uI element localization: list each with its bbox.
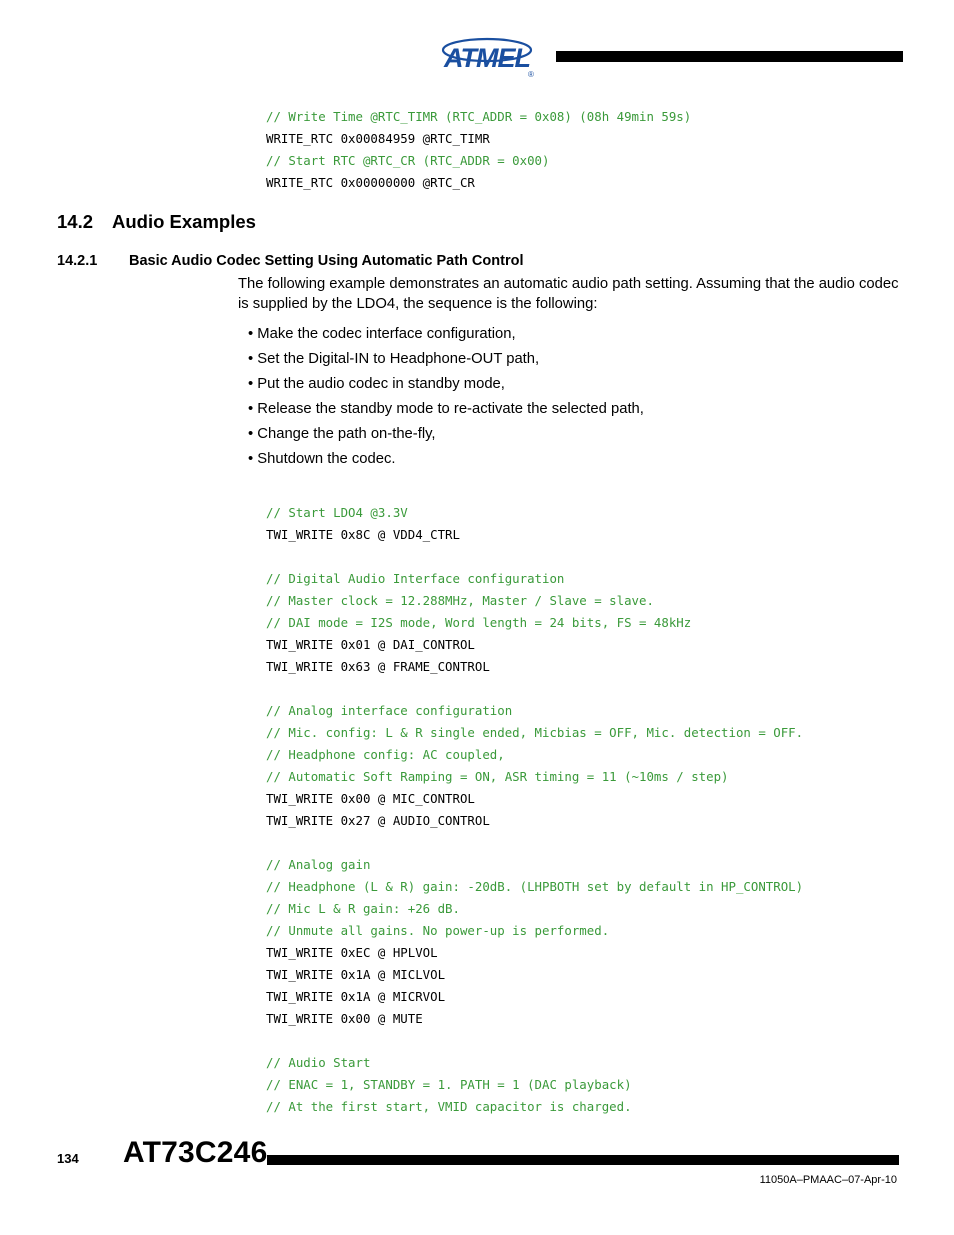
intro-paragraph: The following example demonstrates an automatic audio path setting. Assuming that the audio codec is supplied by the LDO4, the sequence is the following: [238,276,899,312]
code-statement-line: WRITE_RTC 0x00000000 @RTC_CR [266,175,475,190]
code-comment-line: // Audio Start [266,1055,371,1070]
code-statement-line: TWI_WRITE 0x63 @ FRAME_CONTROL [266,659,490,674]
code-statement-line: TWI_WRITE 0x00 @ MIC_CONTROL [266,791,475,806]
list-item-text: Set the Digital-IN to Headphone-OUT path, [257,351,540,367]
code-comment-line: // Digital Audio Interface configuration [266,571,565,586]
code-statement-line: TWI_WRITE 0x00 @ MUTE [266,1011,423,1026]
list-item [248,372,644,397]
code-statement-line: TWI_WRITE 0x01 @ DAI_CONTROL [266,637,475,652]
svg-text:®: ® [528,70,534,79]
list-item-text: Release the standby mode to re-activate the selected path, [257,401,644,417]
bullet-icon: • [248,451,258,467]
code-blank-line [266,832,803,854]
code-comment-line: // Write Time @RTC_TIMR (RTC_ADDR = 0x08) (08h 49min 59s) [266,109,692,124]
code-blank-line [266,546,803,568]
section-number: 14.2 [57,211,94,232]
document-reference: 11050A–PMAAC–07-Apr-10 [759,1174,897,1186]
sequence-list [248,322,644,472]
list-item-text: Put the audio codec in standby mode, [257,376,505,392]
atmel-logo [440,33,536,79]
footer-rule [267,1155,899,1165]
code-statement-line: TWI_WRITE 0x1A @ MICLVOL [266,967,446,982]
page-number: 134 [57,1151,79,1166]
code-comment-line: // Start RTC @RTC_CR (RTC_ADDR = 0x00) [266,153,550,168]
subsection-number: 14.2.1 [57,253,98,269]
code-statement-line: WRITE_RTC 0x00084959 @RTC_TIMR [266,131,490,146]
code-comment-line: // Unmute all gains. No power-up is performed. [266,923,610,938]
code-statement-line: TWI_WRITE 0x8C @ VDD4_CTRL [266,527,460,542]
code-comment-line: // Mic. config: L & R single ended, Micbias = OFF, Mic. detection = OFF. [266,725,804,740]
code-statement-line: TWI_WRITE 0x27 @ AUDIO_CONTROL [266,813,490,828]
section-title: Audio Examples [112,211,256,232]
list-item [248,447,644,472]
document-title: AT73C246 [123,1136,268,1169]
code-blank-line [266,678,803,700]
code-comment-line: // Headphone config: AC coupled, [266,747,505,762]
code-comment-line: // Headphone (L & R) gain: -20dB. (LHPBOTH set by default in HP_CONTROL) [266,879,804,894]
bullet-icon: • [248,326,258,342]
bullet-icon: • [248,351,258,367]
code-statement-line: TWI_WRITE 0xEC @ HPLVOL [266,945,438,960]
bullet-icon: • [248,401,258,417]
header-rule [556,51,903,62]
code-comment-line: // Analog interface configuration [266,703,513,718]
list-item [248,397,644,422]
list-item [248,422,644,447]
list-item-text: Make the codec interface configuration, [257,326,516,342]
code-statement-line: TWI_WRITE 0x1A @ MICRVOL [266,989,446,1004]
section-heading [57,211,256,233]
code-comment-line: // At the first start, VMID capacitor is charged. [266,1099,632,1114]
bullet-icon: • [248,376,258,392]
code-block-rtc [266,106,691,194]
list-item-text: Change the path on-the-fly, [257,426,436,442]
svg-text:ATMEL: ATMEL [444,43,530,73]
code-comment-line: // Start LDO4 @3.3V [266,505,408,520]
list-item [248,347,644,372]
subsection-title: Basic Audio Codec Setting Using Automatic Path Control [129,253,524,269]
code-comment-line: // Master clock = 12.288MHz, Master / Slave = slave. [266,593,654,608]
subsection-heading [57,253,523,269]
code-blank-line [266,1030,803,1052]
code-comment-line: // Analog gain [266,857,371,872]
code-block-audio [266,502,803,1118]
code-comment-line: // Mic L & R gain: +26 dB. [266,901,460,916]
list-item [248,322,644,347]
list-item-text: Shutdown the codec. [257,451,396,467]
code-comment-line: // Automatic Soft Ramping = ON, ASR timing = 11 (~10ms / step) [266,769,729,784]
bullet-icon: • [248,426,258,442]
code-comment-line: // DAI mode = I2S mode, Word length = 24 bits, FS = 48kHz [266,615,692,630]
code-comment-line: // ENAC = 1, STANDBY = 1. PATH = 1 (DAC playback) [266,1077,632,1092]
